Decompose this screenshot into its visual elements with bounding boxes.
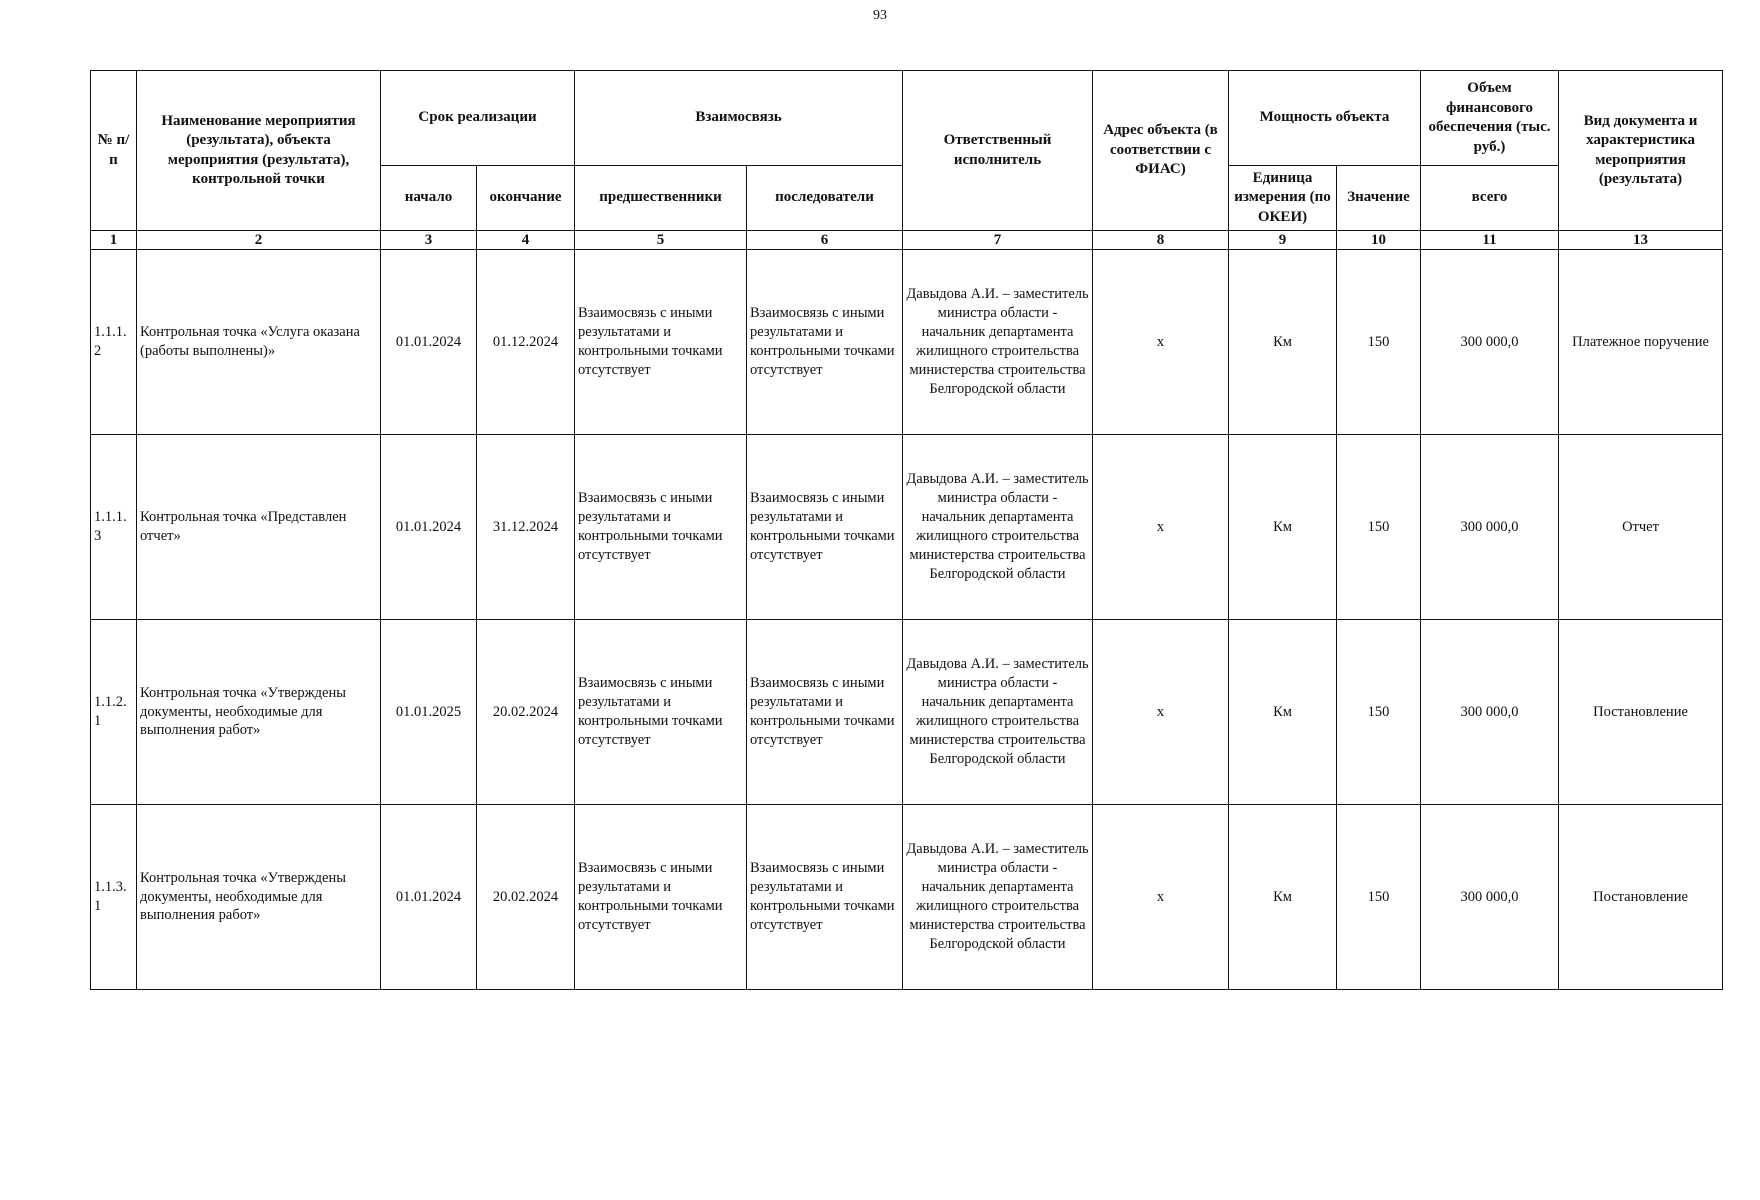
page-number: 93 [873, 8, 887, 23]
row-name: Контрольная точка «Услуга оказана (работы выполнены)» [137, 250, 381, 435]
row-doc: Платежное поручение [1559, 250, 1723, 435]
row-value: 150 [1337, 435, 1421, 620]
row-address: х [1093, 620, 1229, 805]
column-number: 3 [381, 231, 477, 250]
header-doc: Вид документа и характеристика мероприятия (результата) [1559, 71, 1723, 231]
row-name: Контрольная точка «Утверждены документы, необходимые для выполнения работ» [137, 805, 381, 990]
header-name: Наименование мероприятия (результата), объекта мероприятия (результата), контрольной точки [137, 71, 381, 231]
table-row [91, 620, 1723, 805]
row-doc: Постановление [1559, 620, 1723, 805]
plan-table [90, 70, 1723, 990]
row-unit: Км [1229, 250, 1337, 435]
column-number: 2 [137, 231, 381, 250]
row-unit: Км [1229, 435, 1337, 620]
header-finance-total: всего [1421, 166, 1559, 231]
table-row [91, 435, 1723, 620]
column-number: 1 [91, 231, 137, 250]
header-capacity-unit: Единица измерения (по ОКЕИ) [1229, 166, 1337, 231]
row-address: х [1093, 805, 1229, 990]
header-term-start: начало [381, 166, 477, 231]
column-number: 9 [1229, 231, 1337, 250]
header-address: Адрес объекта (в соответствии с ФИАС) [1093, 71, 1229, 231]
row-num: 1.1.1.3 [91, 435, 137, 620]
header-term-end: окончание [477, 166, 575, 231]
row-total: 300 000,0 [1421, 805, 1559, 990]
table-row [91, 805, 1723, 990]
row-name: Контрольная точка «Представлен отчет» [137, 435, 381, 620]
row-total: 300 000,0 [1421, 620, 1559, 805]
header-responsible: Ответственный исполнитель [903, 71, 1093, 231]
column-number: 8 [1093, 231, 1229, 250]
row-start: 01.01.2025 [381, 620, 477, 805]
row-unit: Км [1229, 620, 1337, 805]
header-link: Взаимосвязь [575, 71, 903, 166]
row-prev: Взаимосвязь с иными результатами и контрольными точками отсутствует [575, 435, 747, 620]
column-number: 10 [1337, 231, 1421, 250]
row-value: 150 [1337, 250, 1421, 435]
row-total: 300 000,0 [1421, 250, 1559, 435]
column-number: 13 [1559, 231, 1723, 250]
row-num: 1.1.2.1 [91, 620, 137, 805]
row-end: 20.02.2024 [477, 620, 575, 805]
column-number: 4 [477, 231, 575, 250]
row-responsible: Давыдова А.И. – заместитель министра области - начальник департамента жилищного строительства министерства строительства Белгородской области [903, 805, 1093, 990]
row-responsible: Давыдова А.И. – заместитель министра области - начальник департамента жилищного строительства министерства строительства Белгородской области [903, 250, 1093, 435]
row-value: 150 [1337, 805, 1421, 990]
row-doc: Постановление [1559, 805, 1723, 990]
row-start: 01.01.2024 [381, 805, 477, 990]
row-next: Взаимосвязь с иными результатами и контрольными точками отсутствует [747, 250, 903, 435]
row-num: 1.1.3.1 [91, 805, 137, 990]
column-number: 7 [903, 231, 1093, 250]
row-start: 01.01.2024 [381, 435, 477, 620]
row-doc: Отчет [1559, 435, 1723, 620]
header-num: № п/п [91, 71, 137, 231]
column-number: 11 [1421, 231, 1559, 250]
header-finance: Объем финансового обеспечения (тыс. руб.) [1421, 71, 1559, 166]
row-next: Взаимосвязь с иными результатами и контрольными точками отсутствует [747, 435, 903, 620]
row-end: 31.12.2024 [477, 435, 575, 620]
row-prev: Взаимосвязь с иными результатами и контрольными точками отсутствует [575, 805, 747, 990]
header-capacity-value: Значение [1337, 166, 1421, 231]
row-next: Взаимосвязь с иными результатами и контрольными точками отсутствует [747, 805, 903, 990]
row-address: х [1093, 435, 1229, 620]
row-end: 01.12.2024 [477, 250, 575, 435]
row-address: х [1093, 250, 1229, 435]
row-end: 20.02.2024 [477, 805, 575, 990]
table-row [91, 250, 1723, 435]
row-value: 150 [1337, 620, 1421, 805]
row-prev: Взаимосвязь с иными результатами и контрольными точками отсутствует [575, 250, 747, 435]
row-responsible: Давыдова А.И. – заместитель министра области - начальник департамента жилищного строительства министерства строительства Белгородской области [903, 435, 1093, 620]
header-capacity: Мощность объекта [1229, 71, 1421, 166]
header-term: Срок реализации [381, 71, 575, 166]
row-next: Взаимосвязь с иными результатами и контрольными точками отсутствует [747, 620, 903, 805]
header-link-next: последователи [747, 166, 903, 231]
row-num: 1.1.1.2 [91, 250, 137, 435]
row-start: 01.01.2024 [381, 250, 477, 435]
row-responsible: Давыдова А.И. – заместитель министра области - начальник департамента жилищного строительства министерства строительства Белгородской области [903, 620, 1093, 805]
column-number: 5 [575, 231, 747, 250]
header-link-prev: предшественники [575, 166, 747, 231]
row-name: Контрольная точка «Утверждены документы, необходимые для выполнения работ» [137, 620, 381, 805]
row-total: 300 000,0 [1421, 435, 1559, 620]
column-number: 6 [747, 231, 903, 250]
row-prev: Взаимосвязь с иными результатами и контрольными точками отсутствует [575, 620, 747, 805]
row-unit: Км [1229, 805, 1337, 990]
